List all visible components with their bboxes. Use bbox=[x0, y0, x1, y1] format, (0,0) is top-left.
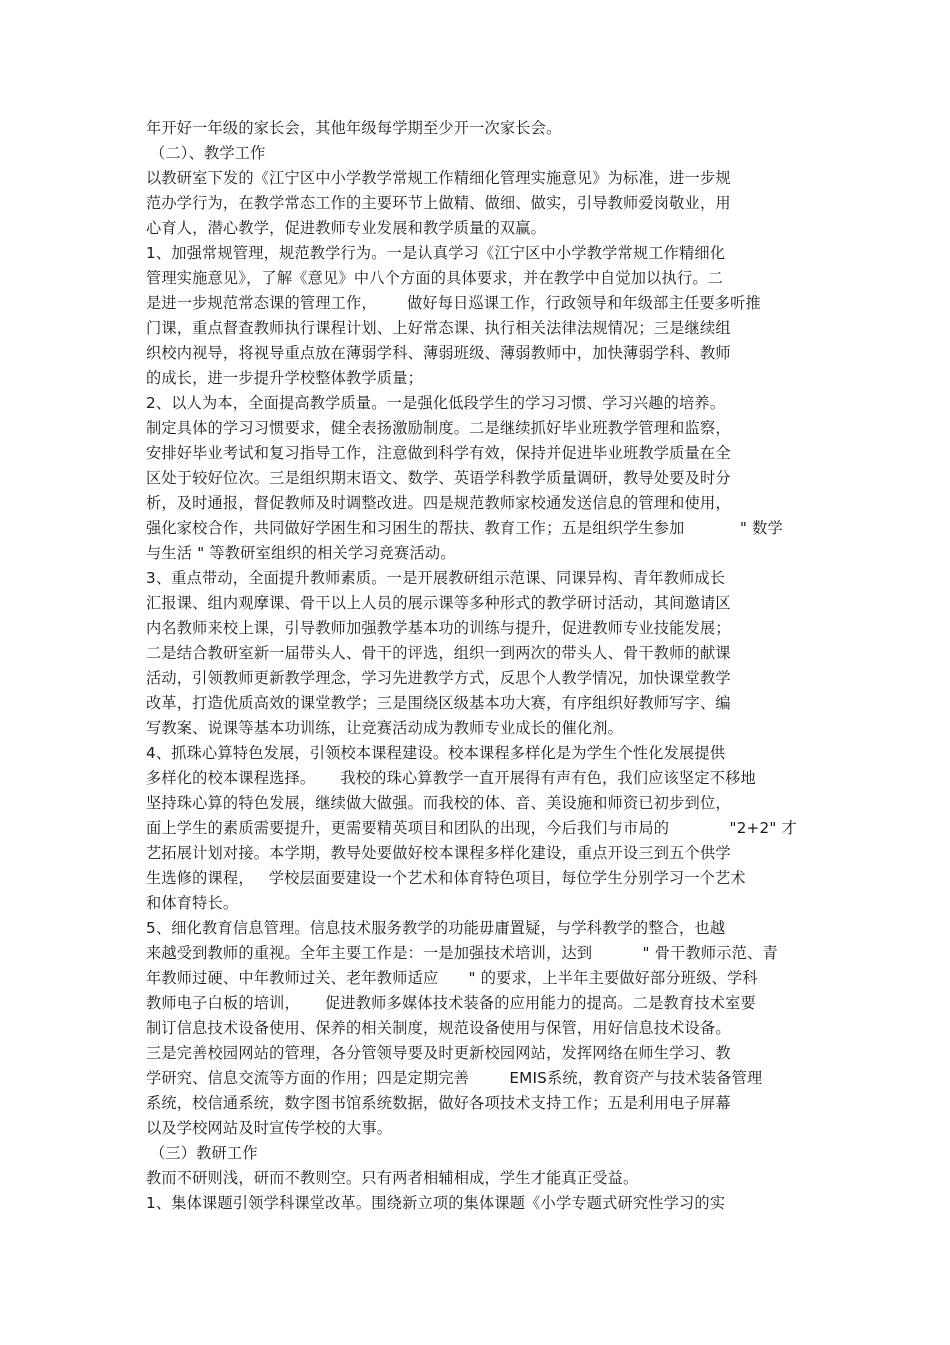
text-line: 门课，重点督查教师执行课程计划、上好常态课、执行相关法律法规情况；三是继续组 bbox=[146, 319, 731, 337]
text-line: 内名教师来校上课，引导教师加强教学基本功的训练与提升，促进教师专业技能发展； bbox=[146, 619, 731, 637]
text-line: 以教研室下发的《江宁区中小学教学常规工作精细化管理实施意见》为标准，进一步规 bbox=[146, 169, 731, 187]
text-line: 活动，引领教师更新教学理念，学习先进教学方式，反思个人教学情况，加快课堂教学 bbox=[146, 669, 731, 687]
text-line: 教师电子白板的培训， 促进教师多媒体技术装备的应用能力的提高。二是教育技术室要 bbox=[146, 994, 756, 1012]
text-line: 织校内视导，将视导重点放在薄弱学科、薄弱班级、薄弱教师中，加快薄弱学科、教师 bbox=[146, 344, 731, 362]
text-line: 制定具体的学习习惯要求，健全表扬激励制度。二是继续抓好毕业班教学管理和监察， bbox=[146, 419, 731, 437]
text-line: 区处于较好位次。三是组织期末语文、数学、英语学科教学质量调研，教导处要及时分 bbox=[146, 469, 731, 487]
text-line: 二是结合教研室新一届带头人、骨干的评选，组织一到两次的带头人、骨干教师的献课 bbox=[146, 644, 731, 662]
text-line: 生选修的课程， 学校层面要建设一个艺术和体育特色项目，每位学生分别学习一个艺术 bbox=[146, 869, 746, 887]
text-line: 的成长，进一步提升学校整体教学质量； bbox=[146, 369, 423, 387]
text-line: 三是完善校园网站的管理，各分管领导要及时更新校园网站，发挥网络在师生学习、教 bbox=[146, 1044, 731, 1062]
text-line: 心育人，潜心教学，促进教师专业发展和教学质量的双赢。 bbox=[146, 219, 547, 237]
text-line: 与生活 " 等教研室组织的相关学习竞赛活动。 bbox=[146, 544, 456, 562]
section-heading: （三）教研工作 bbox=[150, 1144, 258, 1162]
text-line: 艺拓展计划对接。本学期，教导处要做好校本课程多样化建设，重点开设三到五个供学 bbox=[146, 844, 731, 862]
text-line: 析，及时通报，督促教师及时调整改进。四是规范教师家校通发送信息的管理和使用， bbox=[146, 494, 731, 512]
text-line: 制订信息技术设备使用、保养的相关制度，规范设备使用与保管，用好信息技术设备。 bbox=[146, 1019, 731, 1037]
text-line: 管理实施意见》，了解《意见》中八个方面的具体要求，并在教学中自觉加以执行。二 bbox=[146, 269, 724, 287]
text-line: 4、抓珠心算特色发展，引领校本课程建设。校本课程多样化是为学生个性化发展提供 bbox=[146, 744, 726, 762]
text-line: 来越受到教师的重视。全年主要工作是：一是加强技术培训，达到 " 骨干教师示范、青 bbox=[146, 944, 778, 962]
text-line: 写教案、说课等基本功训练，让竞赛活动成为教师专业成长的催化剂。 bbox=[146, 719, 624, 737]
text-line: 是进一步规范常态课的管理工作， 做好每日巡课工作，行政领导和年级部主任要多听推 bbox=[146, 294, 761, 312]
text-line: 面上学生的素质需要提升，更需要精英项目和团队的出现，今后我们与市局的 "2+2" 才 bbox=[146, 819, 797, 837]
text-line: 1、加强常规管理，规范教学行为。一是认真学习《江宁区中小学教学常规工作精细化 bbox=[146, 244, 726, 262]
text-line: 改革，打造优质高效的课堂教学；三是围绕区级基本功大赛，有序组织好教师写字、编 bbox=[146, 694, 731, 712]
text-line: 5、细化教育信息管理。信息技术服务教学的功能毋庸置疑，与学科教学的整合，也越 bbox=[146, 919, 726, 937]
section-heading: （二）、教学工作 bbox=[150, 144, 266, 162]
text-line: 和体育特长。 bbox=[146, 894, 239, 912]
text-line: 教而不研则浅，研而不教则空。只有两者相辅相成，学生才能真正受益。 bbox=[146, 1169, 639, 1187]
text-line: 多样化的校本课程选择。 我校的珠心算教学一直开展得有声有色，我们应该坚定不移地 bbox=[146, 769, 756, 787]
text-line: 坚持珠心算的特色发展，继续做大做强。而我校的体、音、美设施和师资已初步到位， bbox=[146, 794, 731, 812]
text-line: 2、以人为本，全面提高教学质量。一是强化低段学生的学习习惯、学习兴趣的培养。 bbox=[146, 394, 726, 412]
text-line: 强化家校合作，共同做好学困生和习困生的帮扶、教育工作；五是组织学生参加 " 数学 bbox=[146, 519, 783, 537]
text-line: 1、集体课题引领学科课堂改革。围绕新立项的集体课题《小学专题式研究性学习的实 bbox=[146, 1194, 726, 1212]
text-line: 汇报课、组内观摩课、骨干以上人员的展示课等多种形式的教学研讨活动，其间邀请区 bbox=[146, 594, 731, 612]
text-line: 以及学校网站及时宣传学校的大事。 bbox=[146, 1119, 393, 1137]
text-line: 学研究、信息交流等方面的作用；四是定期完善 EMIS系统，教育资产与技术装备管理 bbox=[146, 1069, 763, 1087]
text-line: 范办学行为，在教学常态工作的主要环节上做精、做细、做实，引导教师爱岗敬业，用 bbox=[146, 194, 731, 212]
text-line: 系统，校信通系统，数字图书馆系统数据，做好各项技术支持工作；五是利用电子屏幕 bbox=[146, 1094, 731, 1112]
text-line: 年教师过硬、中年教师过关、老年教师适应 " 的要求，上半年主要做好部分班级、学科 bbox=[146, 969, 758, 987]
text-line: 安排好毕业考试和复习指导工作，注意做到科学有效，保持并促进毕业班教学质量在全 bbox=[146, 444, 731, 462]
text-line: 3、重点带动，全面提升教师素质。一是开展教研组示范课、同课异构、青年教师成长 bbox=[146, 569, 726, 587]
text-line: 年开好一年级的家长会，其他年级每学期至少开一次家长会。 bbox=[146, 119, 562, 137]
